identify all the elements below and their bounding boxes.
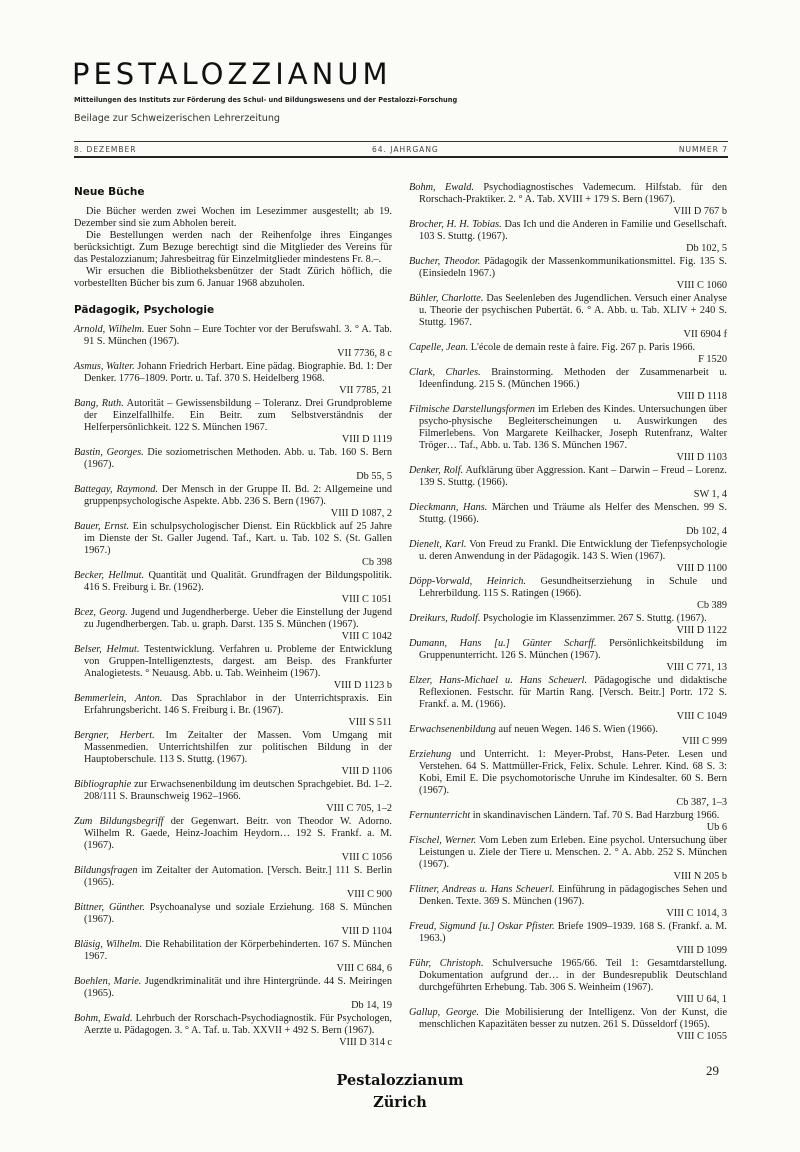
entry-author: Asmus, Walter. xyxy=(74,361,135,372)
intro-paragraph: Wir ersuchen die Bibliotheksbenützer der Stadt Zürich höflich, die vorbestellten Bücher bis zum 6. Januar 1968 abzuholen. xyxy=(74,266,392,289)
entry-author: Battegay, Raymond. xyxy=(74,484,158,495)
entry-author: Gallup, George. xyxy=(409,1007,479,1018)
entry-signature: Cb 398 xyxy=(361,557,392,568)
book-entry xyxy=(74,570,392,606)
entry-author: Becker, Hellmut. xyxy=(74,570,145,581)
entry-title: Jugendkriminalität und ihre Hintergründe. 44 S. Meiringen (1965). xyxy=(84,976,393,999)
entry-signature: VIII D 1122 xyxy=(676,625,727,636)
left-column xyxy=(74,182,392,1050)
entry-signature: VIII D 1106 xyxy=(341,766,392,777)
entry-author: Bildungsfragen xyxy=(74,865,138,876)
entry-signature: Cb 389 xyxy=(696,600,727,611)
entry-title: Das Seelenleben des Jugendlichen. Versuch einer Analyse u. Theorie der psychischen Pubertät. 6. ° A. Abb. u. Tab. XLIV + 240 S. Stuttg. 1967. xyxy=(419,293,727,328)
book-entry xyxy=(409,502,727,538)
entry-signature: VII 7736, 8 c xyxy=(337,348,392,359)
entry-author: Bläsig, Wilhelm. xyxy=(74,939,143,950)
book-entry xyxy=(409,576,727,612)
library-stamp xyxy=(320,1070,480,1114)
entry-signature: VIII C 1055 xyxy=(676,1031,727,1042)
entry-signature: Cb 387, 1–3 xyxy=(676,797,727,808)
entry-title: Einführung in pädagogisches Sehen und Denken. Texte. 369 S. München (1967). xyxy=(419,884,727,907)
entry-title: Die soziometrischen Methoden. Abb. u. Tab. 160 S. Bern (1967). xyxy=(84,447,392,470)
book-entry xyxy=(74,484,392,520)
entry-signature: VII 7785, 21 xyxy=(339,385,392,396)
entry-author: Bühler, Charlotte. xyxy=(409,293,484,304)
entry-title: und Unterricht. 1: Meyer-Probst, Hans-Peter. Lesen und Verstehen. 64 S. Mattmüller-Frick, Felix. Schule. Lehrer. Kind. 68 S. 3: Kobi, Emil E. Die psychomotorische Unruhe im Kindesalter. 60 S. Bern (1967). xyxy=(419,749,727,796)
book-entry xyxy=(74,324,392,360)
entry-title: Das Ich und die Anderen in Familie und Gesellschaft. 103 S. Stuttg. (1967). xyxy=(419,219,727,242)
entry-author: Arnold, Wilhelm. xyxy=(74,324,145,335)
book-entry xyxy=(74,1013,392,1049)
entry-signature: VIII D 1123 b xyxy=(333,680,392,691)
entry-signature: VIII D 314 c xyxy=(339,1037,392,1048)
entry-signature: VII 6904 f xyxy=(683,329,727,340)
entry-author: Clark, Charles. xyxy=(409,367,481,378)
entry-author: Bcez, Georg. xyxy=(74,607,128,618)
entry-author: Denker, Rolf. xyxy=(409,465,464,476)
entry-title: Pädagogische und didaktische Reflexionen. Festschr. für Martin Rang. [Versch. Beitr.] Portr. 172 S. Frankf. a. M. (1966). xyxy=(419,675,728,710)
book-entry xyxy=(409,749,727,809)
entry-signature: VIII D 1118 xyxy=(676,391,727,402)
entry-title: Quantität und Qualität. Grundfragen der Bildungspolitik. 416 S. Freiburg i. Br. (1962). xyxy=(84,570,392,593)
book-entry xyxy=(409,675,727,723)
entry-signature: Db 102, 5 xyxy=(686,243,727,254)
intro-paragraph: Die Bestellungen werden nach der Reihenfolge ihres Einganges berücksichtigt. Zum Bezuge berechtigt sind die Mitglieder des Vereins für das Pestalozzianum; Jahresbeitrag für Einzelmitglieder mindestens Fr. 8.–. xyxy=(74,230,392,265)
book-entry xyxy=(409,465,727,501)
issue-date: 8. DEZEMBER xyxy=(74,145,137,154)
entry-signature: SW 1, 4 xyxy=(693,489,727,500)
entry-author: Bemmerlein, Anton. xyxy=(74,693,163,704)
entry-title: Psychodiagnostisches Vademecum. Hilfstab. für den Rorschach-Praktiker. 2. ° A. Tab. XVIII + 179 S. Bern (1967). xyxy=(419,182,727,205)
book-entry xyxy=(74,976,392,1012)
entry-signature: VIII D 767 b xyxy=(673,206,727,217)
entry-title: Märchen und Träume als Helfer des Menschen. 99 S. Stuttg. (1966). xyxy=(419,502,727,525)
entry-title: im Zeitalter der Automation. [Versch. Beitr.] 111 S. Berlin (1965). xyxy=(84,865,392,888)
book-entry xyxy=(74,730,392,778)
entry-author: Zum Bildungsbegriff xyxy=(74,816,164,827)
book-list xyxy=(409,182,727,1043)
entry-author: Elzer, Hans-Michael u. Hans Scheuerl. xyxy=(409,675,588,686)
entry-author: Bauer, Ernst. xyxy=(74,521,130,532)
entry-title: Im Zeitalter der Massen. Vom Umgang mit Massenmedien. Unterrichtshilfen zur politischen Bildung in der Hauptoberschule. 113 S. Stuttg. (1967). xyxy=(84,730,392,765)
entry-author: Bang, Ruth. xyxy=(74,398,124,409)
book-entry xyxy=(409,182,727,218)
book-entry xyxy=(409,342,727,366)
entry-title: im Erleben des Kindes. Untersuchungen über psycho-physische Begleiterscheinungen u. Auswirkungen des Filmerlebens. Von Margarete Keilhacker, Joseph Rutenfranz, Walter Tröger… Taf., Abb. u. Tab. 136 S. München 1967. xyxy=(419,404,727,451)
book-entry xyxy=(409,884,727,920)
entry-author: Dienelt, Karl. xyxy=(409,539,467,550)
book-entry xyxy=(409,835,727,883)
entry-signature: VIII C 1049 xyxy=(676,711,727,722)
page-number: 29 xyxy=(706,1063,719,1078)
entry-signature: VIII S 511 xyxy=(348,717,392,728)
page-title: PESTALOZZIANUM xyxy=(72,57,392,91)
issue-volume: 64. JAHRGANG xyxy=(372,145,439,154)
entry-title: Pädagogik der Massenkommunikationsmittel. Fig. 135 S. (Einsiedeln 1967.) xyxy=(419,256,727,279)
book-entry xyxy=(74,693,392,729)
entry-author: Freud, Sigmund [u.] Oskar Pfister. xyxy=(409,921,555,932)
book-entry xyxy=(74,644,392,692)
entry-title: L'école de demain reste à faire. Fig. 267 p. Paris 1966. xyxy=(470,342,696,353)
entry-title: Lehrbuch der Rorschach-Psychodiagnostik. Für Psychologen, Aerzte u. Pädagogen. 3. ° A. Taf. u. Tab. XXVII + 492 S. Bern (1967). xyxy=(84,1013,392,1036)
entry-signature: VIII D 1099 xyxy=(676,945,727,956)
book-entry xyxy=(74,939,392,975)
issue-number: NUMMER 7 xyxy=(678,145,728,154)
entry-author: Capelle, Jean. xyxy=(409,342,469,353)
entry-signature: VIII C 1042 xyxy=(341,631,392,642)
entry-author: Fischel, Werner. xyxy=(409,835,477,846)
entry-author: Fernunterricht xyxy=(409,810,471,821)
divider xyxy=(74,156,728,158)
book-entry xyxy=(409,638,727,674)
entry-signature: VIII C 1056 xyxy=(341,852,392,863)
book-entry xyxy=(74,865,392,901)
book-entry xyxy=(74,816,392,864)
entry-title: Aufklärung über Aggression. Kant – Darwin – Freud – Lorenz. 139 S. Stuttg. (1966). xyxy=(419,465,728,488)
entry-signature: Ub 6 xyxy=(706,822,727,833)
entry-signature: VIII U 64, 1 xyxy=(676,994,727,1005)
entry-title: Die Rehabilitation der Körperbehinderten. 167 S. München 1967. xyxy=(84,939,392,962)
book-entry xyxy=(409,539,727,575)
entry-title: Vom Leben zum Erleben. Eine psychol. Untersuchung über Leistungen u. Ziele der Tiere u. Menschen. 2. ° A. Abb. 252 S. München (1967). xyxy=(419,835,727,870)
entry-title: Die Mobilisierung der Intelligenz. Von der Kunst, die menschlichen Kapazitäten besser zu nutzen. 261 S. Düsseldorf (1965). xyxy=(419,1007,728,1030)
entry-author: Führ, Christoph. xyxy=(409,958,484,969)
entry-title: Briefe 1909–1939. 168 S. (Frankf. a. M. 1963.) xyxy=(419,921,727,944)
entry-author: Erziehung xyxy=(409,749,452,760)
entry-author: Dieckmann, Hans. xyxy=(409,502,488,513)
entry-author: Bergner, Herbert. xyxy=(74,730,155,741)
entry-title: Autorität – Gewissensbildung – Toleranz. Drei Grundprobleme der Einzelfallhilfe. Ein Beitr. zum Selbstverständnis der Helferpersönlichkeit. 122 S. München 1967. xyxy=(84,398,392,433)
book-entry xyxy=(409,293,727,341)
entry-signature: VIII C 900 xyxy=(346,889,392,900)
stamp-line: Zürich xyxy=(373,1094,427,1111)
entry-author: Bittner, Günther. xyxy=(74,902,145,913)
entry-title: Gesundheitserziehung in Schule und Lehrerbildung. 115 S. Ratingen (1966). xyxy=(419,576,728,599)
book-entry xyxy=(74,361,392,397)
entry-signature: VIII C 771, 13 xyxy=(666,662,727,673)
book-entry xyxy=(74,902,392,938)
divider xyxy=(74,141,728,142)
entry-author: Bohm, Ewald. xyxy=(74,1013,133,1024)
stamp-line: Pestalozzianum xyxy=(336,1072,464,1089)
entry-signature: VIII C 705, 1–2 xyxy=(326,803,392,814)
book-entry xyxy=(409,921,727,957)
book-entry xyxy=(409,256,727,292)
entry-title: Schulversuche 1965/66. Teil 1: Gesamtdarstellung. Dokumentation aufgrund der… in der Bundesrepublik Deutschland durchgeführten Erhebung. Tab. 306 S. Weinheim (1967). xyxy=(419,958,728,993)
entry-title: Johann Friedrich Herbart. Eine pädag. Biographie. Bd. 1: Der Denker. 1776–1809. Portr. u. Taf. 370 S. Heidelberg 1968. xyxy=(84,361,392,384)
section-heading: Pädagogik, Psychologie xyxy=(74,304,215,316)
entry-title: Jugend und Jugendherberge. Ueber die Einstellung der Jugend zu Jugendherbergen. Tab. u. graph. Darst. 135 S. München (1967). xyxy=(84,607,393,630)
entry-author: Dumann, Hans [u.] Günter Scharff. xyxy=(409,638,597,649)
entry-author: Bastin, Georges. xyxy=(74,447,144,458)
entry-author: Boehlen, Marie. xyxy=(74,976,142,987)
masthead-subtitle: Mitteilungen des Instituts zur Förderung des Schul- und Bildungswesens und der Pestalozzi-Forschung xyxy=(74,96,458,104)
book-list xyxy=(74,324,392,1049)
entry-signature: VIII C 1051 xyxy=(341,594,392,605)
masthead-supplement: Beilage zur Schweizerischen Lehrerzeitung xyxy=(74,113,280,124)
book-entry xyxy=(409,219,727,255)
entry-signature: F 1520 xyxy=(698,354,727,365)
entry-title: Von Freud zu Frankl. Die Entwicklung der Tiefenpsychologie u. deren Anwendung in der Pädagogik. 143 S. Wien (1967). xyxy=(419,539,727,562)
entry-title: Persönlichkeitsbildung im Gruppenunterricht. 126 S. München (1967). xyxy=(419,638,727,661)
entry-signature: VIII D 1119 xyxy=(341,434,392,445)
book-entry xyxy=(409,367,727,403)
book-entry xyxy=(74,607,392,643)
entry-title: Das Sprachlabor in der Unterrichtspraxis. Ein Erfahrungsbericht. 146 S. Freiburg i. Br. (1967). xyxy=(84,693,392,716)
entry-author: Erwachsenenbildung xyxy=(409,724,496,735)
book-entry xyxy=(409,724,727,748)
entry-title: Ein schulpsychologischer Dienst. Ein Rückblick auf 25 Jahre im Dienste der St. Galler Jugend. Taf., Kart. u. Tab. 102 S. (St. Gallen 1967.) xyxy=(84,521,392,556)
book-entry xyxy=(409,958,727,1006)
entry-author: Filmische Darstellungsformen xyxy=(409,404,535,415)
entry-title: Der Mensch in der Gruppe II. Bd. 2: Allgemeine und gruppenpsychologische Aspekte. Abb. 236 S. Bern (1967). xyxy=(84,484,392,507)
intro-paragraph: Die Bücher werden zwei Wochen im Lesezimmer ausgestellt; ab 19. Dezember sind sie zum Abholen bereit. xyxy=(74,206,392,229)
entry-author: Döpp-Vorwald, Heinrich. xyxy=(409,576,526,587)
entry-author: Bohm, Ewald. xyxy=(409,182,474,193)
entry-title: Euer Sohn – Eure Tochter vor der Berufswahl. 3. ° A. Tab. 91 S. München (1967). xyxy=(84,324,393,347)
entry-signature: VIII C 999 xyxy=(681,736,727,747)
entry-title: auf neuen Wegen. 146 S. Wien (1966). xyxy=(498,724,658,735)
entry-author: Brocher, H. H. Tobias. xyxy=(409,219,502,230)
entry-signature: VIII D 1103 xyxy=(676,452,727,463)
right-column xyxy=(409,182,727,1044)
book-entry xyxy=(74,447,392,483)
entry-title: Brainstorming. Methoden der Zusammenarbeit u. Ideenfindung. 215 S. (München 1966.) xyxy=(419,367,727,390)
book-entry xyxy=(409,1007,727,1043)
entry-signature: VIII C 1014, 3 xyxy=(666,908,727,919)
entry-author: Belser, Helmut. xyxy=(74,644,140,655)
book-entry xyxy=(74,779,392,815)
entry-author: Bibliographie xyxy=(74,779,132,790)
entry-author: Flitner, Andreas u. Hans Scheuerl. xyxy=(409,884,555,895)
entry-title: Psychoanalyse und soziale Erziehung. 168 S. München (1967). xyxy=(84,902,393,925)
book-entry xyxy=(409,810,727,834)
entry-title: in skandinavischen Ländern. Taf. 70 S. Bad Harzburg 1966. xyxy=(472,810,720,821)
entry-title: Psychologie im Klassenzimmer. 267 S. Stuttg. (1967). xyxy=(482,613,707,624)
entry-author: Dreikurs, Rudolf. xyxy=(409,613,481,624)
book-entry xyxy=(409,404,727,464)
book-entry xyxy=(74,521,392,569)
entry-signature: VIII N 205 b xyxy=(673,871,727,882)
book-entry xyxy=(409,613,727,637)
entry-title: zur Erwachsenenbildung im deutschen Sprachgebiet. Bd. 1–2. 208/111 S. Braunschweig 1962–1966. xyxy=(84,779,392,802)
entry-signature: VIII C 684, 6 xyxy=(336,963,392,974)
entry-signature: VIII C 1060 xyxy=(676,280,727,291)
entry-author: Bucher, Theodor. xyxy=(409,256,481,267)
entry-signature: Db 14, 19 xyxy=(351,1000,392,1011)
entry-signature: VIII D 1104 xyxy=(341,926,392,937)
section-heading: Neue Büche xyxy=(74,186,145,198)
entry-signature: Db 55, 5 xyxy=(356,471,392,482)
entry-signature: VIII D 1100 xyxy=(676,563,727,574)
book-entry xyxy=(74,398,392,446)
entry-signature: VIII D 1087, 2 xyxy=(330,508,392,519)
entry-title: der Gegenwart. Beitr. von Theodor W. Adorno. Wilhelm R. Gaede, Heinz-Joachim Heydorn… 192 S. Frankf. a. M. (1967). xyxy=(84,816,392,851)
entry-title: Testentwicklung. Verfahren u. Probleme der Entwicklung von Gruppen-Intelligenztests, dargest. am Beisp. des Frankfurter Analogietests. ° Neuausg. Abb. u. Tab. Weinheim (1967). xyxy=(84,644,393,679)
entry-signature: Db 102, 4 xyxy=(686,526,727,537)
